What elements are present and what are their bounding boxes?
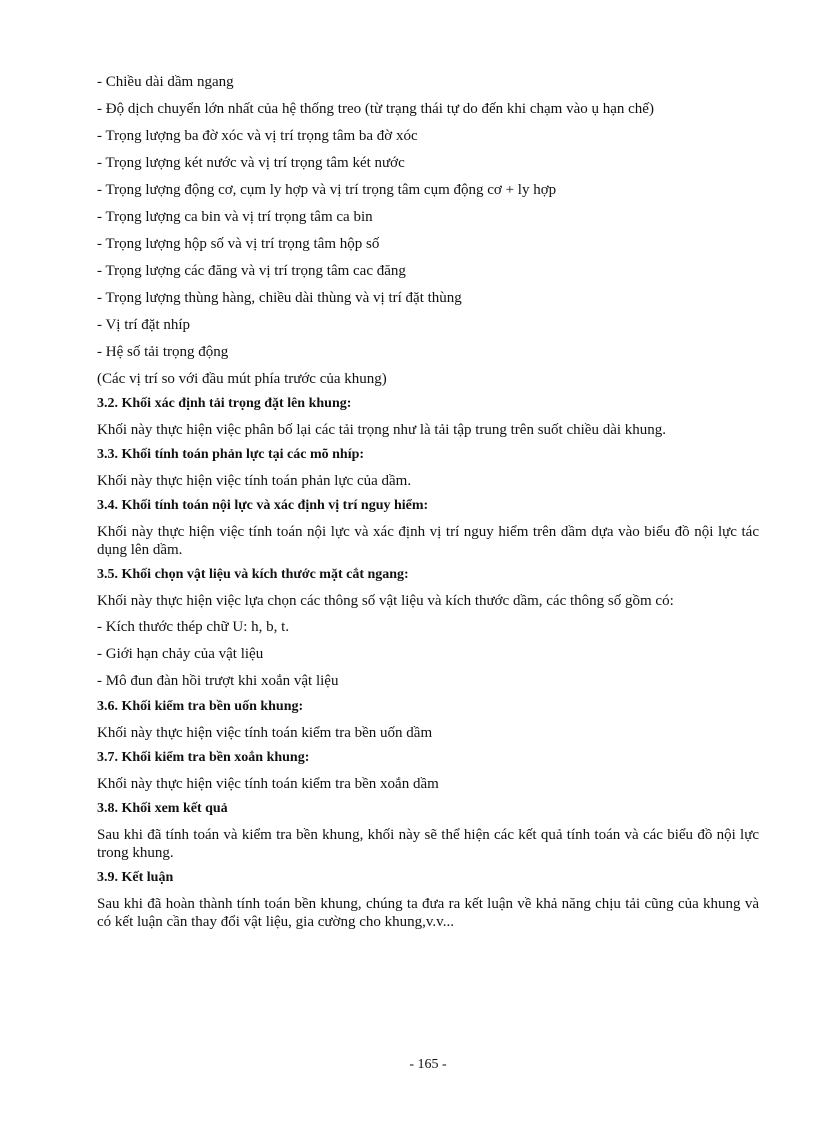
section-paragraph: Khối này thực hiện việc phân bố lại các tải trọng như là tải tập trung trên suốt chiều dài khung. [97,422,667,438]
section-paragraph: Khối này thực hiện việc tính toán kiểm tra bền xoắn dầm [97,776,439,792]
list-item: - Trọng lượng ca bin và vị trí trọng tâm ca bin [97,209,373,225]
list-item: - Trọng lượng hộp số và vị trí trọng tâm hộp số [97,236,380,252]
section-paragraph: Khối này thực hiện việc tính toán kiểm tra bền uốn dầm [97,725,433,741]
section-3-8 [97,800,759,862]
section-paragraph: Sau khi đã hoàn thành tính toán bền khung, chúng ta đưa ra kết luận về khả năng chịu tải cũng của khung và có kết luận cần thay đổi vật liệu, gia cường cho khung,v.v... [97,896,759,930]
section-heading: 3.6. Khối kiểm tra bền uốn khung: [97,699,304,714]
section-3-4 [97,497,759,559]
section-3-3 [97,446,759,490]
list-item: - Trọng lượng két nước và vị trí trọng tâm két nước [97,155,405,171]
section-3-7 [97,749,759,793]
list-item: - Độ dịch chuyển lớn nhất của hệ thống treo (từ trạng thái tự do đến khi chạm vào ụ hạn chế) [97,101,654,117]
section-3-2 [97,395,759,439]
section-3-9 [97,869,759,931]
list-item: - Chiều dài dầm ngang [97,74,234,90]
document-page [97,72,759,938]
section-3-5 [97,566,759,691]
list-item: - Trọng lượng các đăng và vị trí trọng tâm cac đăng [97,263,406,279]
list-item: - Trọng lượng thùng hàng, chiều dài thùng và vị trí đặt thùng [97,290,462,306]
list-item: - Mô đun đàn hồi trượt khi xoắn vật liệu [97,673,339,689]
section-heading: 3.7. Khối kiểm tra bền xoắn khung: [97,750,310,765]
section-heading: 3.2. Khối xác định tải trọng đặt lên khung: [97,396,352,411]
section-paragraph: Khối này thực hiện việc tính toán nội lực và xác định vị trí nguy hiểm trên dầm dựa vào biểu đồ nội lực tác dụng lên dầm. [97,524,759,558]
section-paragraph: Sau khi đã tính toán và kiểm tra bền khung, khối này sẽ thể hiện các kết quả tính toán và các biểu đồ nội lực trong khung. [97,827,759,861]
section-heading: 3.8. Khối xem kết quả [97,801,228,816]
section-heading: 3.9. Kết luận [97,870,174,885]
list-item: - Trọng lượng động cơ, cụm ly hợp và vị trí trọng tâm cụm động cơ + ly hợp [97,182,557,198]
list-item: - Giới hạn chảy của vật liệu [97,646,264,662]
section-heading: 3.5. Khối chọn vật liệu và kích thước mặt cắt ngang: [97,567,409,582]
section-paragraph: Khối này thực hiện việc tính toán phản lực của dầm. [97,473,412,489]
section-3-6 [97,698,759,742]
section-heading: 3.3. Khối tính toán phản lực tại các mõ nhíp: [97,447,365,462]
page-number: - 165 - [409,1057,447,1072]
list-item: - Kích thước thép chữ U: h, b, t. [97,619,290,635]
section-heading: 3.4. Khối tính toán nội lực và xác định vị trí nguy hiểm: [97,498,429,513]
section-paragraph: Khối này thực hiện việc lựa chọn các thông số vật liệu và kích thước dầm, các thông số gồm có: [97,593,674,609]
parameter-list [97,72,759,362]
list-item: - Vị trí đặt nhíp [97,317,191,333]
list-item: - Trọng lượng ba đờ xóc và vị trí trọng tâm ba đờ xóc [97,128,418,144]
list-item: - Hệ số tải trọng động [97,344,229,360]
position-note: (Các vị trí so với đầu mút phía trước của khung) [97,371,387,387]
